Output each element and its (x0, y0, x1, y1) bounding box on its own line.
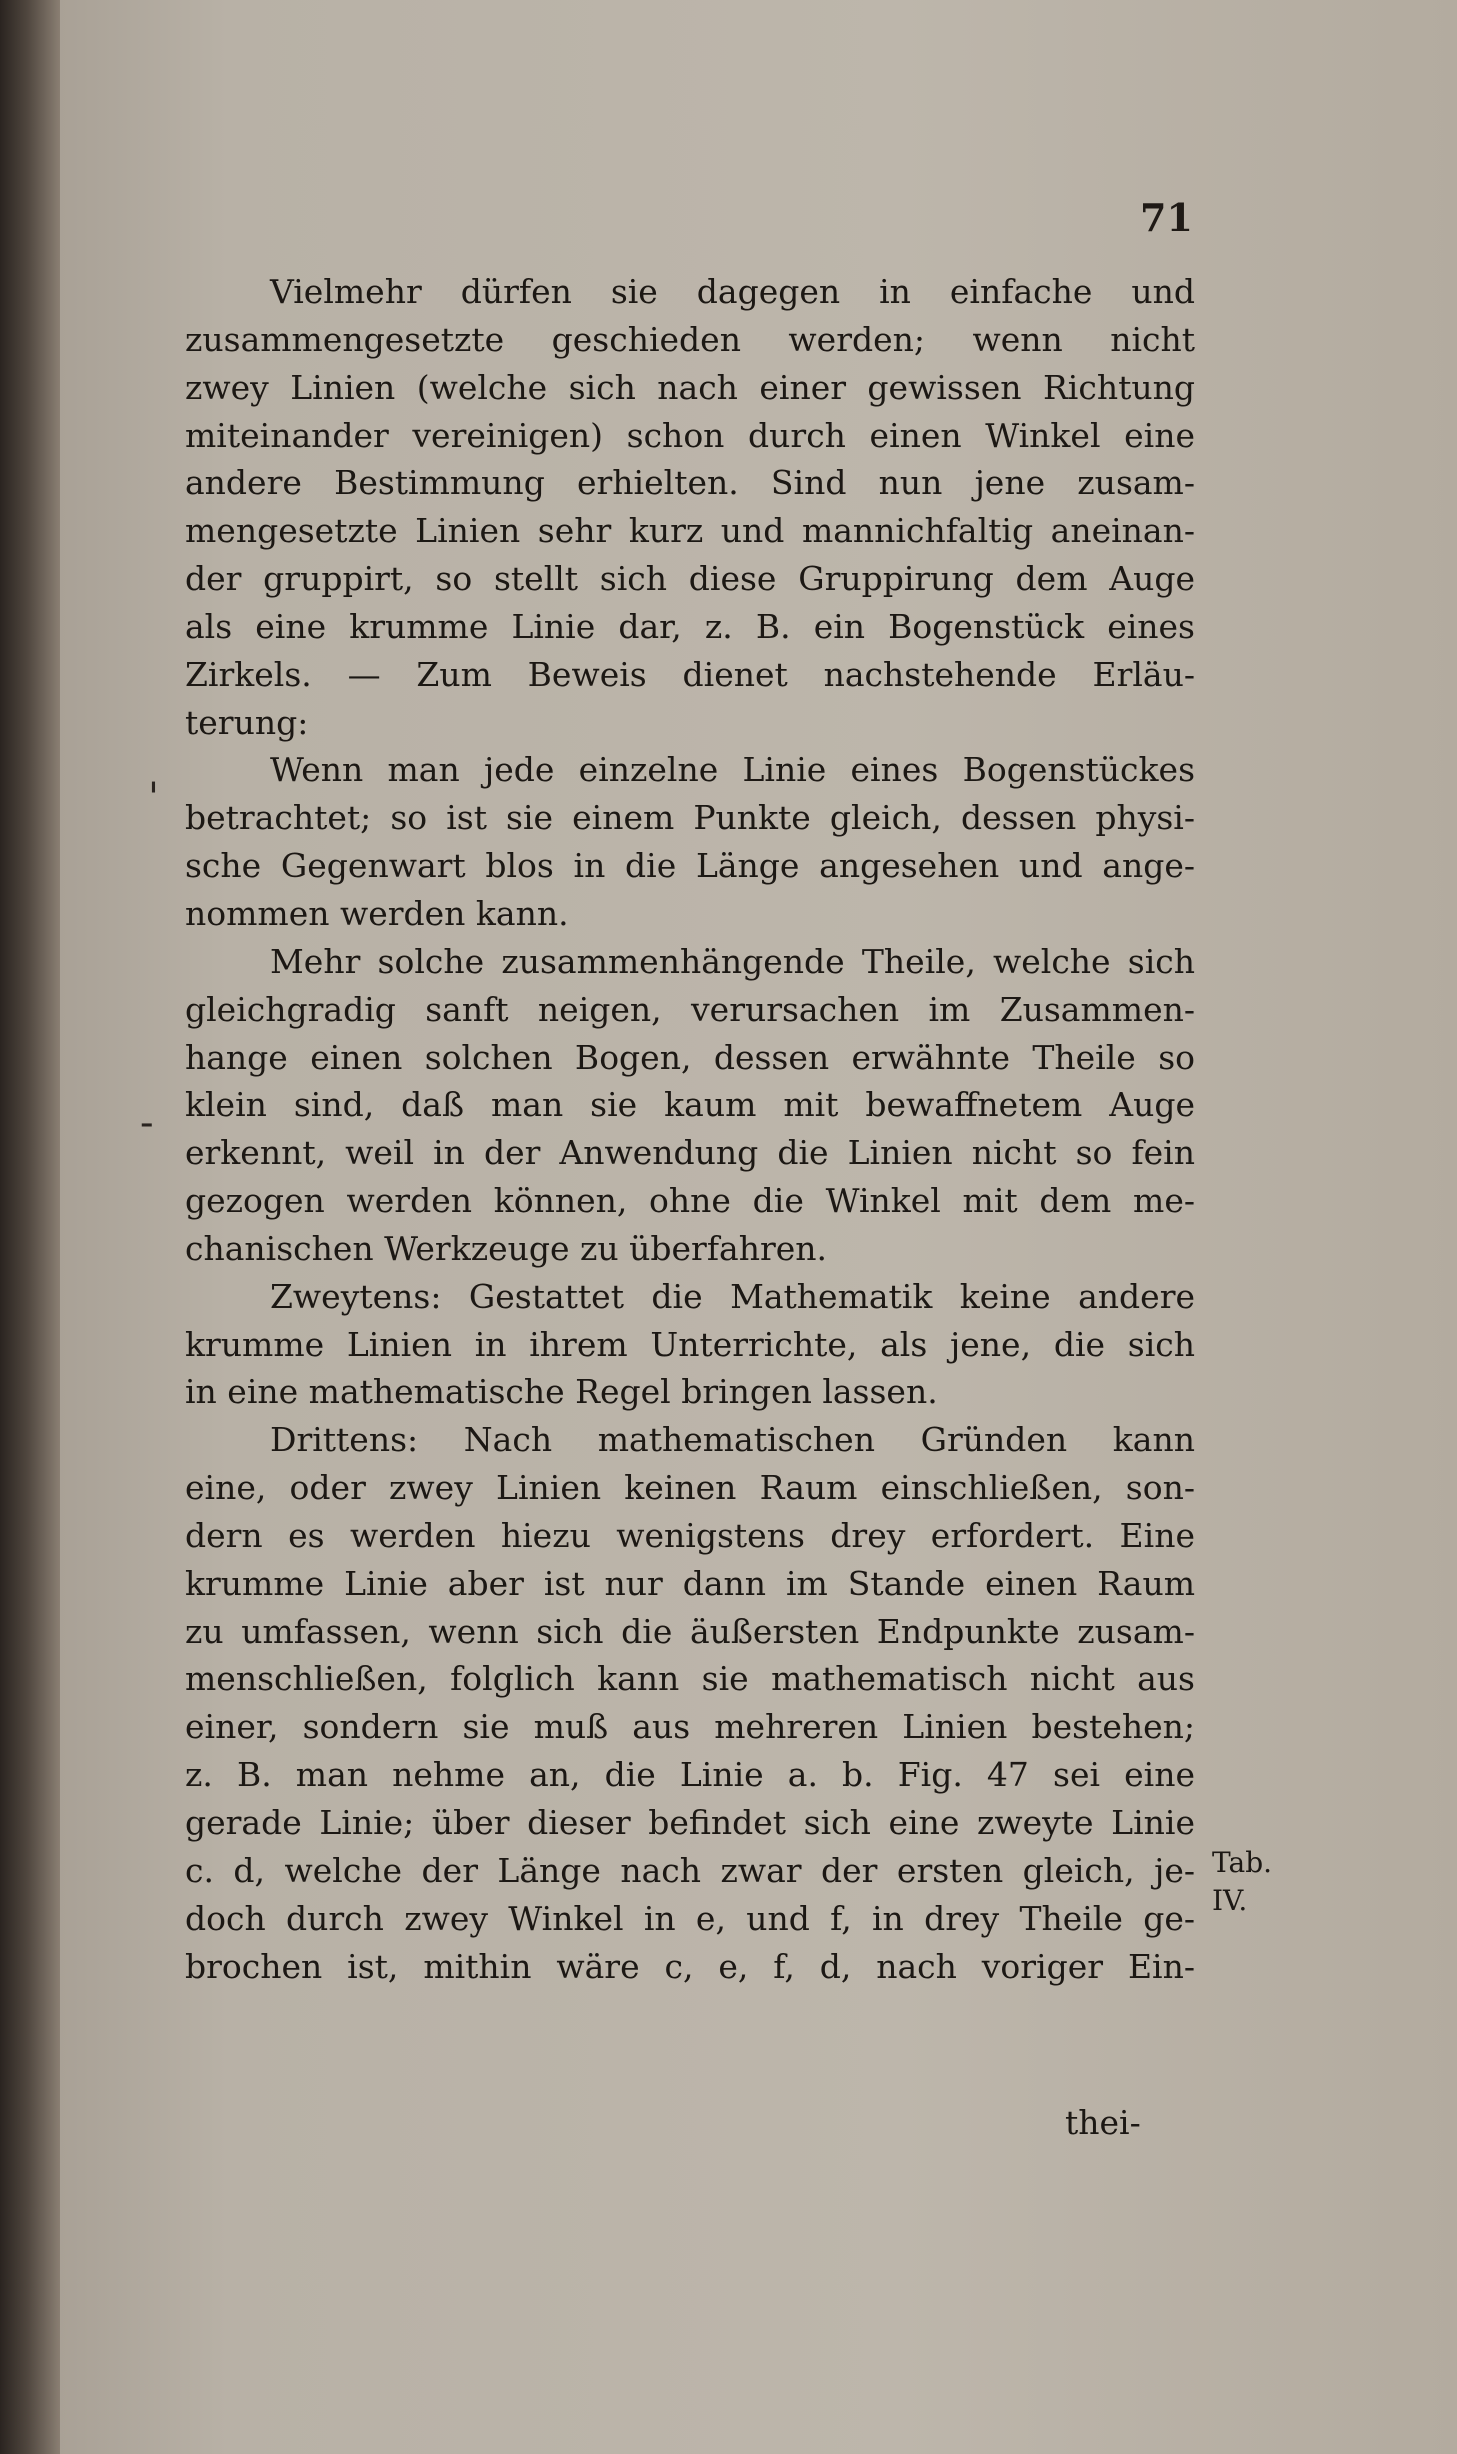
text-line: dern es werden hiezu wenigstens drey erfordert. Eine (185, 1515, 1195, 1555)
margin-note-plate: IV. (1212, 1884, 1248, 1917)
text-line: Vielmehr dürfen sie dagegen in einfache und (270, 272, 1195, 311)
text-line: doch durch zwey Winkel in e, und f, in drey Theile ge- (185, 1898, 1195, 1938)
body-text (185, 268, 1195, 1990)
text-line: hange einen solchen Bogen, dessen erwähnte Theile so (185, 1037, 1195, 1077)
text-line: c. d, welche der Länge nach zwar der ersten gleich, je- (185, 1850, 1195, 1890)
text-line: gleichgradig sanft neigen, verursachen im Zusammen- (185, 989, 1195, 1029)
page-number: 71 (1140, 195, 1193, 240)
text-line: der gruppirt, so stellt sich diese Gruppirung dem Auge (185, 559, 1195, 599)
text-line: als eine krumme Linie dar, z. B. ein Bogenstück eines (185, 606, 1195, 646)
catchword: thei- (1065, 2103, 1141, 2142)
text-line: mengesetzte Linien sehr kurz und mannichfaltig aneinan- (185, 511, 1195, 551)
text-line: chanischen Werkzeuge zu überfahren. (185, 1228, 828, 1268)
text-line: einer, sondern sie muß aus mehreren Linien bestehen; (185, 1707, 1195, 1747)
text-line: klein sind, daß man sie kaum mit bewaffnetem Auge (185, 1085, 1195, 1125)
text-line: menschließen, folglich kann sie mathematisch nicht aus (185, 1659, 1195, 1699)
text-line: z. B. man nehme an, die Linie a. b. Fig. 47 sei eine (185, 1755, 1195, 1795)
text-line: erkennt, weil in der Anwendung die Linien nicht so fein (185, 1133, 1195, 1173)
stray-mark: ' (148, 775, 159, 821)
text-line: zwey Linien (welche sich nach einer gewissen Richtung (185, 367, 1195, 407)
text-line: Mehr solche zusammenhängende Theile, welche sich (270, 941, 1195, 981)
text-line: miteinander vereinigen) schon durch einen Winkel eine (185, 415, 1195, 455)
text-line: Wenn man jede einzelne Linie eines Bogenstückes (270, 750, 1195, 790)
text-line: zusammengesetzte geschieden werden; wenn nicht (185, 319, 1195, 359)
book-gutter (0, 0, 60, 2454)
text-line: eine, oder zwey Linien keinen Raum einschließen, son- (185, 1468, 1195, 1508)
text-line: Zirkels. — Zum Beweis dienet nachstehende Erläu- (185, 654, 1195, 694)
text-line: zu umfassen, wenn sich die äußersten Endpunkte zusam- (185, 1611, 1195, 1651)
text-line: in eine mathematische Regel bringen lassen. (185, 1372, 938, 1412)
text-line: sche Gegenwart blos in die Länge angesehen und ange- (185, 846, 1195, 886)
text-line: gezogen werden können, ohne die Winkel mit dem me- (185, 1181, 1195, 1221)
text-line: betrachtet; so ist sie einem Punkte gleich, dessen physi- (185, 798, 1195, 838)
text-line: Drittens: Nach mathematischen Gründen kann (270, 1420, 1195, 1460)
text-line: krumme Linien in ihrem Unterrichte, als jene, die sich (185, 1324, 1195, 1364)
text-line: gerade Linie; über dieser befindet sich eine zweyte Linie (185, 1803, 1195, 1842)
text-line: andere Bestimmung erhielten. Sind nun jene zusam- (185, 463, 1195, 503)
margin-note-tab: Tab. (1212, 1846, 1273, 1879)
text-line: krumme Linie aber ist nur dann im Stande einen Raum (185, 1563, 1195, 1603)
text-line: terung: (185, 702, 309, 742)
stray-mark: - (140, 1100, 154, 1146)
text-line: nommen werden kann. (185, 893, 569, 933)
text-line: Zweytens: Gestattet die Mathematik keine andere (270, 1276, 1195, 1316)
text-line: brochen ist, mithin wäre c, e, f, d, nach voriger Ein- (185, 1946, 1195, 1986)
